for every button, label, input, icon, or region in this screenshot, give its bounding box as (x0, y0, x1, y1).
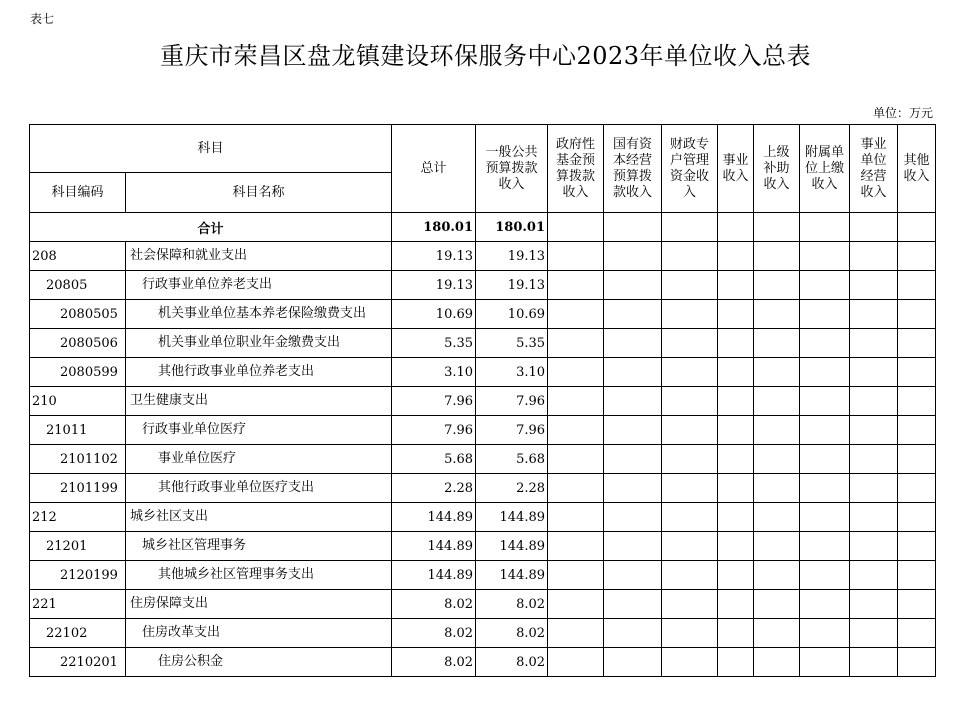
table-number: 表七 (30, 12, 55, 26)
empty-cell (604, 474, 662, 503)
empty-cell (662, 242, 718, 271)
empty-cell (604, 445, 662, 474)
empty-cell (548, 532, 604, 561)
subject-name: 行政事业单位医疗 (126, 416, 392, 445)
total-amount: 10.69 (392, 300, 476, 329)
empty-cell (662, 619, 718, 648)
empty-cell (800, 329, 850, 358)
empty-cell (898, 445, 936, 474)
empty-cell (898, 561, 936, 590)
subject-name: 事业单位医疗 (126, 445, 392, 474)
total-amount: 7.96 (392, 416, 476, 445)
table-row (30, 358, 936, 387)
empty-cell (754, 300, 800, 329)
header-total: 总计 (392, 125, 476, 213)
empty-cell (800, 445, 850, 474)
total-amount: 5.35 (392, 329, 476, 358)
empty-cell (850, 445, 898, 474)
subject-code: 2101199 (30, 474, 126, 503)
empty-cell (662, 561, 718, 590)
subject-name: 卫生健康支出 (126, 387, 392, 416)
empty-cell (800, 561, 850, 590)
table-row (30, 561, 936, 590)
empty-cell (800, 416, 850, 445)
empty-cell (718, 242, 754, 271)
subject-code: 2080505 (30, 300, 126, 329)
header-business: 事业收入 (718, 125, 754, 213)
total-amount: 8.02 (392, 619, 476, 648)
empty-cell (662, 474, 718, 503)
empty-cell (718, 590, 754, 619)
general-budget-amount: 7.96 (476, 416, 548, 445)
table-row (30, 445, 936, 474)
table-row (30, 619, 936, 648)
empty-cell (800, 271, 850, 300)
empty-cell (800, 648, 850, 677)
empty-cell (898, 300, 936, 329)
empty-cell (754, 445, 800, 474)
empty-cell (754, 242, 800, 271)
empty-cell (718, 416, 754, 445)
header-subject: 科目 (30, 125, 392, 173)
subject-code: 212 (30, 503, 126, 532)
subject-name: 其他城乡社区管理事务支出 (126, 561, 392, 590)
total-amount: 8.02 (392, 648, 476, 677)
empty-cell (754, 561, 800, 590)
total-amount: 19.13 (392, 271, 476, 300)
empty-cell (850, 271, 898, 300)
empty-cell (718, 300, 754, 329)
subject-code: 2080599 (30, 358, 126, 387)
header-superior: 上级补助收入 (754, 125, 800, 213)
empty-cell (662, 271, 718, 300)
empty-cell (754, 416, 800, 445)
total-amount: 144.89 (392, 503, 476, 532)
empty-cell (898, 387, 936, 416)
empty-cell (754, 503, 800, 532)
empty-cell (850, 561, 898, 590)
income-summary-table (29, 124, 936, 677)
table-row (30, 242, 936, 271)
table-row (30, 532, 936, 561)
table-row (30, 300, 936, 329)
subject-code: 20805 (30, 271, 126, 300)
empty-cell (548, 590, 604, 619)
subject-code: 221 (30, 590, 126, 619)
empty-cell (800, 300, 850, 329)
empty-cell (754, 532, 800, 561)
total-amount: 7.96 (392, 387, 476, 416)
empty-cell (898, 329, 936, 358)
unit-label: 单位：万元 (872, 106, 933, 120)
table-row (30, 387, 936, 416)
empty-cell (662, 648, 718, 677)
empty-cell (850, 503, 898, 532)
general-budget-amount: 8.02 (476, 590, 548, 619)
header-gov-fund: 政府性基金预算拨款收入 (548, 125, 604, 213)
empty-cell (898, 271, 936, 300)
subject-name: 住房公积金 (126, 648, 392, 677)
subject-name: 社会保障和就业支出 (126, 242, 392, 271)
header-code: 科目编码 (30, 173, 126, 213)
empty-cell (850, 648, 898, 677)
subject-code: 2080506 (30, 329, 126, 358)
empty-cell (548, 648, 604, 677)
subject-code: 2120199 (30, 561, 126, 590)
empty-cell (718, 561, 754, 590)
subject-name: 住房改革支出 (126, 619, 392, 648)
total-label: 合计 (30, 213, 392, 242)
empty-cell (898, 503, 936, 532)
empty-cell (754, 271, 800, 300)
empty-cell (718, 532, 754, 561)
empty-cell (800, 619, 850, 648)
table-row (30, 416, 936, 445)
general-budget-amount: 3.10 (476, 358, 548, 387)
empty-cell (800, 242, 850, 271)
empty-cell (604, 532, 662, 561)
empty-cell (662, 358, 718, 387)
empty-cell (800, 503, 850, 532)
general-budget-amount: 144.89 (476, 561, 548, 590)
empty-cell (718, 474, 754, 503)
header-name: 科目名称 (126, 173, 392, 213)
empty-cell (548, 329, 604, 358)
empty-cell (604, 590, 662, 619)
empty-cell (548, 445, 604, 474)
empty-cell (850, 619, 898, 648)
empty-cell (662, 503, 718, 532)
empty-cell (850, 387, 898, 416)
empty-cell (898, 416, 936, 445)
empty-cell (548, 387, 604, 416)
empty-cell (898, 648, 936, 677)
empty-cell (548, 561, 604, 590)
empty-cell (898, 358, 936, 387)
empty-cell (548, 503, 604, 532)
empty-cell (604, 503, 662, 532)
subject-name: 城乡社区支出 (126, 503, 392, 532)
table-row (30, 590, 936, 619)
page-title: 重庆市荣昌区盘龙镇建设环保服务中心2023年单位收入总表 (159, 42, 812, 70)
general-budget-amount: 144.89 (476, 503, 548, 532)
subject-name: 其他行政事业单位医疗支出 (126, 474, 392, 503)
general-budget-amount: 144.89 (476, 532, 548, 561)
empty-cell (754, 474, 800, 503)
empty-cell (604, 300, 662, 329)
general-budget-amount: 5.68 (476, 445, 548, 474)
table-row (30, 503, 936, 532)
empty-cell (850, 329, 898, 358)
empty-cell (850, 590, 898, 619)
general-budget-amount: 2.28 (476, 474, 548, 503)
total-amount: 3.10 (392, 358, 476, 387)
empty-cell (898, 474, 936, 503)
header-other: 其他收入 (898, 125, 936, 213)
subject-name: 住房保障支出 (126, 590, 392, 619)
empty-cell (662, 445, 718, 474)
empty-cell (604, 619, 662, 648)
subject-code: 21011 (30, 416, 126, 445)
empty-cell (604, 648, 662, 677)
general-budget-amount: 7.96 (476, 387, 548, 416)
subject-code: 2101102 (30, 445, 126, 474)
empty-cell (604, 416, 662, 445)
subject-name: 机关事业单位基本养老保险缴费支出 (126, 300, 392, 329)
general-budget-amount: 19.13 (476, 271, 548, 300)
empty-cell (898, 242, 936, 271)
empty-cell (754, 387, 800, 416)
empty-cell (754, 358, 800, 387)
empty-cell (548, 300, 604, 329)
empty-cell (850, 416, 898, 445)
subject-code: 208 (30, 242, 126, 271)
empty-cell (548, 619, 604, 648)
header-operation: 事业单位经营收入 (850, 125, 898, 213)
table-row (30, 329, 936, 358)
empty-cell (754, 329, 800, 358)
header-fiscal-account: 财政专户管理资金收入 (662, 125, 718, 213)
empty-cell (718, 271, 754, 300)
subject-code: 21201 (30, 532, 126, 561)
empty-cell (548, 358, 604, 387)
empty-cell (800, 532, 850, 561)
total-general-amount: 180.01 (476, 213, 548, 242)
empty-cell (850, 532, 898, 561)
empty-cell (800, 474, 850, 503)
header-general-budget: 一般公共预算拨款收入 (476, 125, 548, 213)
total-amount: 8.02 (392, 590, 476, 619)
general-budget-amount: 8.02 (476, 619, 548, 648)
empty-cell (548, 242, 604, 271)
empty-cell (898, 619, 936, 648)
total-amount: 5.68 (392, 445, 476, 474)
empty-cell (548, 474, 604, 503)
empty-cell (800, 590, 850, 619)
empty-cell (718, 358, 754, 387)
empty-cell (898, 532, 936, 561)
empty-cell (718, 387, 754, 416)
empty-cell (662, 300, 718, 329)
empty-cell (850, 300, 898, 329)
empty-cell (718, 619, 754, 648)
general-budget-amount: 10.69 (476, 300, 548, 329)
empty-cell (754, 590, 800, 619)
subject-code: 22102 (30, 619, 126, 648)
subject-name: 城乡社区管理事务 (126, 532, 392, 561)
empty-cell (604, 358, 662, 387)
empty-cell (754, 619, 800, 648)
empty-cell (662, 532, 718, 561)
empty-cell (718, 329, 754, 358)
empty-cell (718, 503, 754, 532)
total-amount: 144.89 (392, 532, 476, 561)
empty-cell (850, 474, 898, 503)
subject-name: 其他行政事业单位养老支出 (126, 358, 392, 387)
empty-cell (548, 271, 604, 300)
empty-cell (548, 416, 604, 445)
empty-cell (604, 329, 662, 358)
empty-cell (662, 590, 718, 619)
empty-cell (662, 329, 718, 358)
empty-cell (662, 387, 718, 416)
empty-cell (604, 387, 662, 416)
empty-cell (604, 561, 662, 590)
table-row (30, 474, 936, 503)
header-state-capital: 国有资本经营预算拨款收入 (604, 125, 662, 213)
empty-cell (800, 387, 850, 416)
general-budget-amount: 8.02 (476, 648, 548, 677)
empty-cell (850, 358, 898, 387)
total-amount: 144.89 (392, 561, 476, 590)
total-amount: 180.01 (392, 213, 476, 242)
empty-cell (718, 445, 754, 474)
empty-cell (662, 416, 718, 445)
subject-name: 机关事业单位职业年金缴费支出 (126, 329, 392, 358)
general-budget-amount: 19.13 (476, 242, 548, 271)
total-amount: 2.28 (392, 474, 476, 503)
empty-cell (898, 590, 936, 619)
table-row (30, 648, 936, 677)
general-budget-amount: 5.35 (476, 329, 548, 358)
empty-cell (604, 242, 662, 271)
empty-cell (800, 358, 850, 387)
total-amount: 19.13 (392, 242, 476, 271)
empty-cell (604, 271, 662, 300)
header-subsidiary: 附属单位上缴收入 (800, 125, 850, 213)
subject-code: 2210201 (30, 648, 126, 677)
subject-name: 行政事业单位养老支出 (126, 271, 392, 300)
subject-code: 210 (30, 387, 126, 416)
total-row (30, 213, 936, 242)
empty-cell (754, 648, 800, 677)
empty-cell (718, 648, 754, 677)
empty-cell (850, 242, 898, 271)
table-row (30, 271, 936, 300)
